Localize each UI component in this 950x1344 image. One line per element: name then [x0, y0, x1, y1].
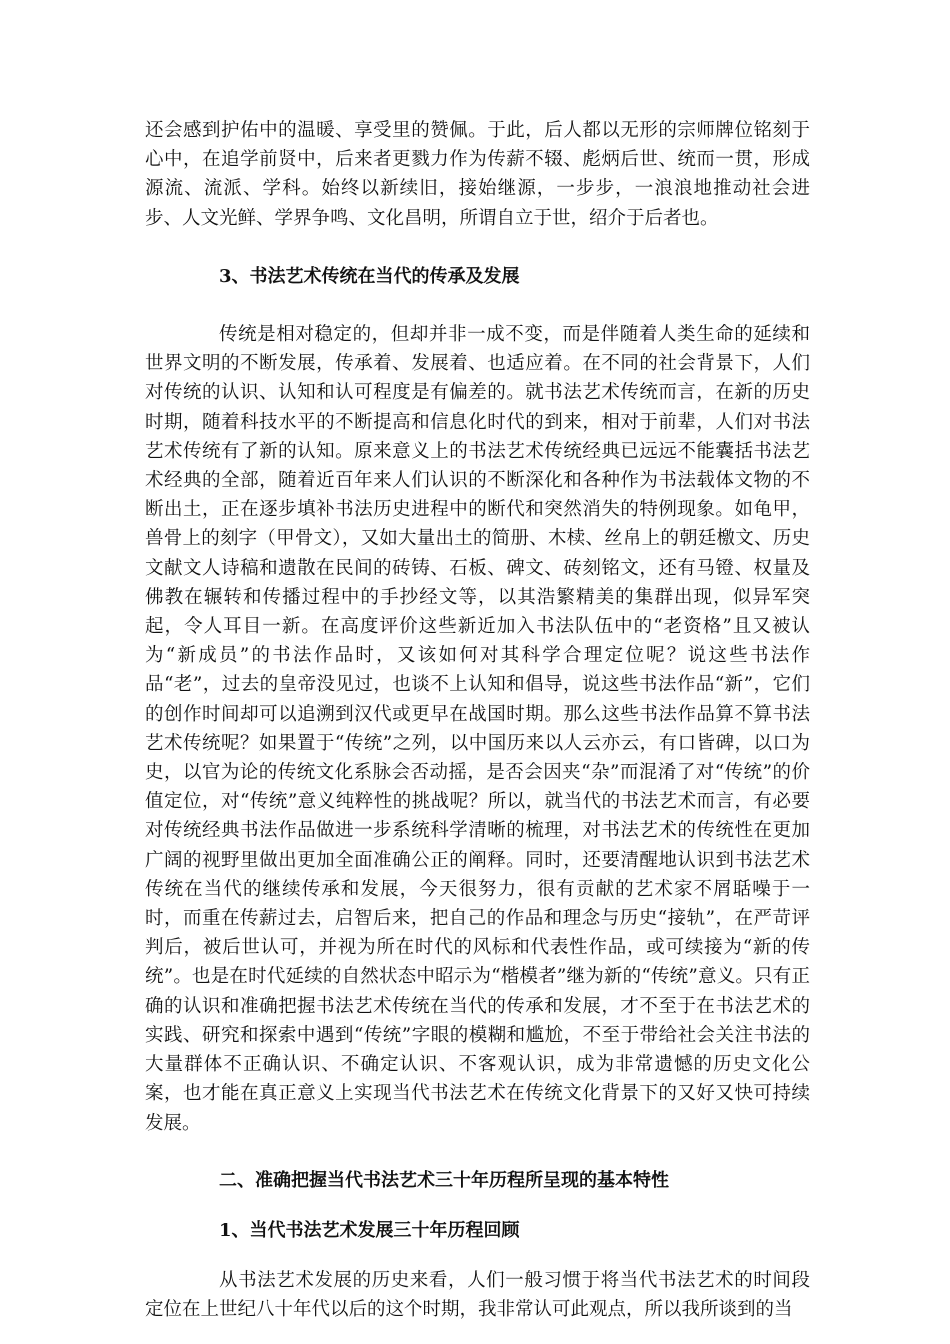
intro-paragraph: 还会感到护佑中的温暖、享受里的赞佩。于此，后人都以无形的宗师牌位铭刻于心中，在追学前贤中，后来者更戮力作为传薪不辍、彪炳后世、统而一贯，形成源流、流派、学科。始终以新续旧，接始继源，一步步，一浪浪地推动社会进步、人文光鲜、学界争鸣、文化昌明，所谓自立于世，绍介于后者也。 [145, 120, 810, 229]
section-3-paragraph: 传统是相对稳定的，但却并非一成不变，而是伴随着人类生命的延续和世界文明的不断发展，传承着、发展着、也适应着。在不同的社会背景下，人们对传统的认识、认知和认可程度是有偏差的。就书法艺术传统而言，在新的历史时期，随着科技水平的不断提高和信息化时代的到来，相对于前辈，人们对书法艺术传统有了新的认知。原来意义上的书法艺术传统经典已远远不能囊括书法艺术经典的全部，随着近百年来人们认识的不断深化和各种作为书法载体文物的不断出土，正在逐步填补书法历史进程中的断代和突然消失的特例现象。如龟甲，兽骨上的刻字（甲骨文），又如大量出土的简册、木椟、丝帛上的朝廷檄文、历史文献文人诗稿和遗散在民间的砖铸、石板、碑文、砖刻铭文，还有马镫、权量及佛教在辗转和传播过程中的手抄经文等，以其浩繁精美的集群出现，似异军突起，令人耳目一新。在高度评价这些新近加入书法队伍中的“老资格”且又被认为“新成员”的书法作品时，又该如何对其科学合理定位呢？说这些书法作品“老”，过去的皇帝没见过，也谈不上认知和倡导，说这些书法作品“新”，它们的创作时间却可以追溯到汉代或更早在战国时期。那么这些书法作品算不算书法艺术传统呢？如果置于“传统”之列，以中国历来以人云亦云，有口皆碑，以口为史，以官为论的传统文化系脉会否动摇，是否会因夹“杂”而混淆了对“传统”的价值定位，对“传统”意义纯粹性的挑战呢？所以，就当代的书法艺术而言，有必要对传统经典书法作品做进一步系统科学清晰的梳理，对书法艺术的传统性在更加广阔的视野里做出更加全面准确公正的阐释。同时，还要清醒地认识到书法艺术传统在当代的继续传承和发展，今天很努力，很有贡献的艺术家不屑聒噪于一时，而重在传薪过去，启智后来，把自己的作品和理念与历史“接轨”，在严苛评判后，被后世认可，并视为所在时代的风标和代表性作品，或可续接为“新的传统”。也是在时代延续的自然状态中昭示为“楷模者”继为新的“传统”意义。只有正确的认识和准确把握书法艺术传统在当代的传承和发展，才不至于在书法艺术的实践、研究和探索中遇到“传统”字眼的模糊和尴尬，不至于带给社会关注书法的大量群体不正确认识、不确定认识、不客观认识，成为非常遗憾的历史文化公案，也才能在真正意义上实现当代书法艺术在传统文化背景下的又好又快可持续发展。 [145, 324, 810, 1134]
spacer [145, 1195, 810, 1216]
section-1-heading: 1、当代书法艺术发展三十年历程回顾 [219, 1219, 520, 1241]
section-1-paragraph: 从书法艺术发展的历史来看，人们一般习惯于将当代书法艺术的时间段定位在上世纪八十年代以后的这个时期，我非常认可此观点，所以我所谈到的当 [145, 1270, 810, 1321]
spacer [145, 291, 810, 320]
section-3-heading: 3、书法艺术传统在当代的传承及发展 [219, 265, 520, 287]
document-page [145, 116, 810, 1325]
spacer [145, 1138, 810, 1166]
spacer [145, 1245, 810, 1266]
part-2-heading: 二、准确把握当代书法艺术三十年历程所呈现的基本特性 [219, 1169, 669, 1191]
spacer [145, 233, 810, 262]
